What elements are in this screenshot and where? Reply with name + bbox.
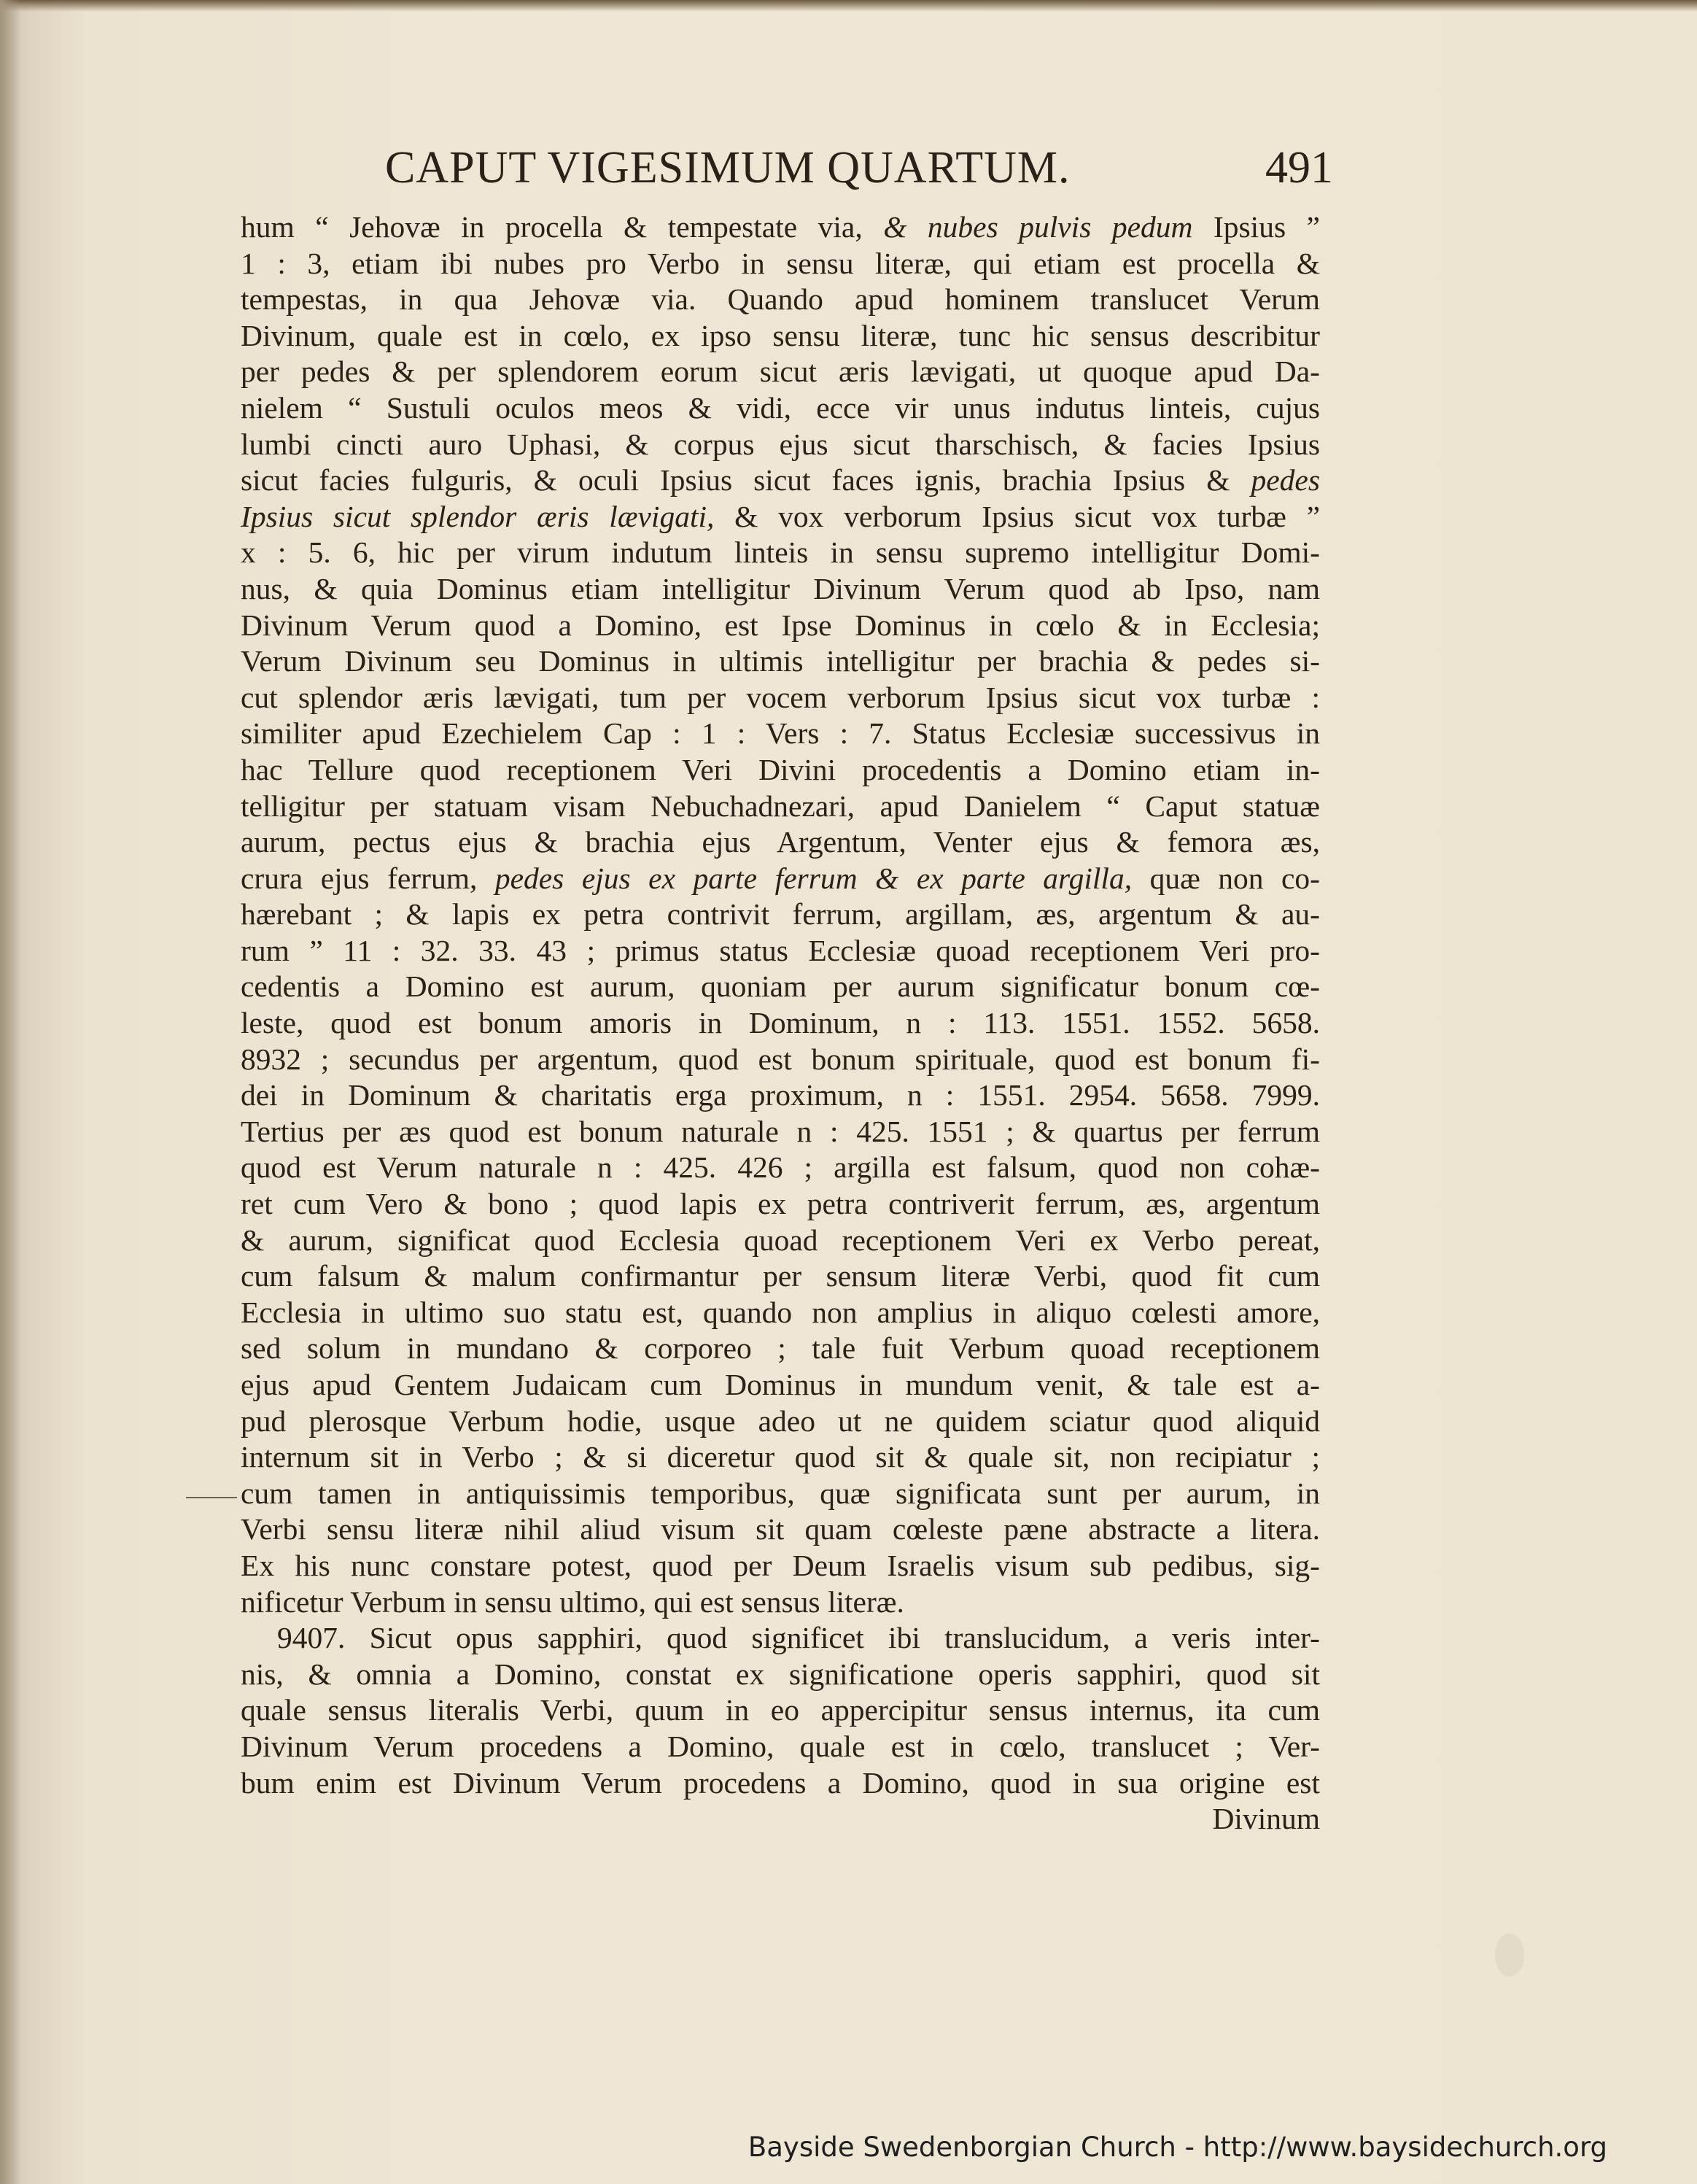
text-line: aurum, pectus ejus & brachia ejus Argentum, Venter ejus & femora æs,: [241, 825, 1320, 859]
body-text: [241, 209, 1320, 1838]
text-line: similiter apud Ezechielem Cap : 1 : Vers : 7. Status Ecclesiæ successivus in: [241, 716, 1320, 751]
text-line: Divinum Verum procedens a Domino, quale est in cœlo, translucet ; Ver-: [241, 1729, 1320, 1763]
page-spine-shadow: [0, 0, 20, 2184]
text-line: bum enim est Divinum Verum procedens a Domino, quod in sua origine est: [241, 1765, 1320, 1800]
text-line: hærebant ; & lapis ex petra contrivit ferrum, argillam, æs, argentum & au-: [241, 897, 1320, 932]
catchword: Divinum: [1212, 1802, 1320, 1836]
text-line: Verum Divinum seu Dominus in ultimis intelligitur per brachia & pedes si-: [241, 644, 1320, 678]
text-line: lumbi cincti auro Uphasi, & corpus ejus sicut tharschisch, & facies Ipsius: [241, 427, 1320, 461]
text-line: Tertius per æs quod est bonum naturale n : 425. 1551 ; & quartus per ferrum: [241, 1114, 1320, 1148]
text-line: cut splendor æris lævigati, tum per vocem verborum Ipsius sicut vox turbæ :: [241, 680, 1320, 714]
text-line: rum ” 11 : 32. 33. 43 ; primus status Ecclesiæ quoad receptionem Veri pro-: [241, 933, 1320, 967]
text-line: nielem “ Sustuli oculos meos & vidi, ecce vir unus indutus linteis, cujus: [241, 390, 1320, 425]
text-line: 1 : 3, etiam ibi nubes pro Verbo in sensu literæ, qui etiam est procella &: [241, 246, 1320, 280]
text-line: nis, & omnia a Domino, constat ex significatione operis sapphiri, quod sit: [241, 1657, 1320, 1691]
text-line: sicut facies fulguris, & oculi Ipsius sicut faces ignis, brachia Ipsius & pedes: [241, 463, 1320, 497]
text-line: hum “ Jehovæ in procella & tempestate via, & nubes pulvis pedum Ipsius ”: [241, 210, 1320, 244]
text-line: ejus apud Gentem Judaicam cum Dominus in mundum venit, & tale est a-: [241, 1368, 1320, 1401]
running-title: CAPUT VIGESIMUM QUARTUM.: [385, 143, 1071, 193]
text-line: 8932 ; secundus per argentum, quod est bonum spirituale, quod est bonum fi-: [241, 1042, 1320, 1076]
text-line: nus, & quia Dominus etiam intelligitur Divinum Verum quod ab Ipso, nam: [241, 571, 1320, 605]
text-line: nificetur Verbum in sensu ultimo, qui est sensus literæ.: [241, 1584, 904, 1619]
text-line: per pedes & per splendorem eorum sicut æris lævigati, ut quoque apud Da-: [241, 355, 1320, 389]
running-head: [385, 139, 1333, 197]
text-line: pud plerosque Verbum hodie, usque adeo ut ne quidem sciatur quod aliquid: [241, 1403, 1320, 1438]
text-line: leste, quod est bonum amoris in Dominum, n : 113. 1551. 1552. 5658.: [241, 1006, 1320, 1040]
source-watermark: Bayside Swedenborgian Church - http://www.baysidechurch.org: [747, 2131, 1607, 2163]
text-line: Ex his nunc constare potest, quod per Deum Israelis visum sub pedibus, sig-: [241, 1548, 1320, 1582]
margin-pencil-mark: [186, 1497, 237, 1498]
text-line: Divinum, quale est in cœlo, ex ipso sensu literæ, tunc hic sensus describitur: [241, 318, 1320, 352]
text-line: internum sit in Verbo ; & si diceretur quod sit & quale sit, non recipiatur ;: [241, 1440, 1320, 1474]
text-line: cum tamen in antiquissimis temporibus, quæ significata sunt per aurum, in: [241, 1476, 1320, 1510]
text-line: Ecclesia in ultimo suo statu est, quando non amplius in aliquo cœlesti amore,: [241, 1295, 1320, 1329]
text-line: cedentis a Domino est aurum, quoniam per aurum significatur bonum cœ-: [241, 969, 1320, 1004]
text-line: tempestas, in qua Jehovæ via. Quando apud hominem translucet Verum: [241, 282, 1320, 317]
text-line: crura ejus ferrum, pedes ejus ex parte ferrum & ex parte argilla, quæ non co-: [241, 861, 1320, 895]
paragraph-start-9407: 9407. Sicut opus sapphiri, quod significet ibi translucidum, a veris inter-: [277, 1621, 1320, 1655]
text-line: & aurum, significat quod Ecclesia quoad receptionem Veri ex Verbo pereat,: [241, 1223, 1320, 1257]
text-line: sed solum in mundano & corporeo ; tale fuit Verbum quoad receptionem: [241, 1331, 1320, 1366]
paper-stain: [1495, 1933, 1524, 1977]
text-line: Ipsius sicut splendor æris lævigati, & vox verborum Ipsius sicut vox turbæ ”: [241, 499, 1320, 533]
text-line: Divinum Verum quod a Domino, est Ipse Dominus in cœlo & in Ecclesia;: [241, 608, 1320, 642]
text-line: Verbi sensu literæ nihil aliud visum sit quam cœleste pæne abstracte a litera.: [241, 1512, 1320, 1546]
text-line: telligitur per statuam visam Nebuchadnezari, apud Danielem “ Caput statuæ: [241, 789, 1320, 823]
text-line: quod est Verum naturale n : 425. 426 ; argilla est falsum, quod non cohæ-: [241, 1150, 1320, 1185]
text-line: hac Tellure quod receptionem Veri Divini procedentis a Domino etiam in-: [241, 752, 1320, 786]
text-line: ret cum Vero & bono ; quod lapis ex petra contriverit ferrum, æs, argentum: [241, 1187, 1320, 1221]
text-line: quale sensus literalis Verbi, quum in eo appercipitur sensus internus, ita cum: [241, 1693, 1320, 1727]
text-line: dei in Dominum & charitatis erga proximum, n : 1551. 2954. 5658. 7999.: [241, 1078, 1320, 1112]
page-number: 491: [1265, 143, 1333, 193]
text-line: cum falsum & malum confirmantur per sensum literæ Verbi, quod fit cum: [241, 1259, 1320, 1293]
text-line: x : 5. 6, hic per virum indutum linteis in sensu supremo intelligitur Domi-: [241, 535, 1320, 570]
page-top-edge: [0, 0, 1697, 12]
